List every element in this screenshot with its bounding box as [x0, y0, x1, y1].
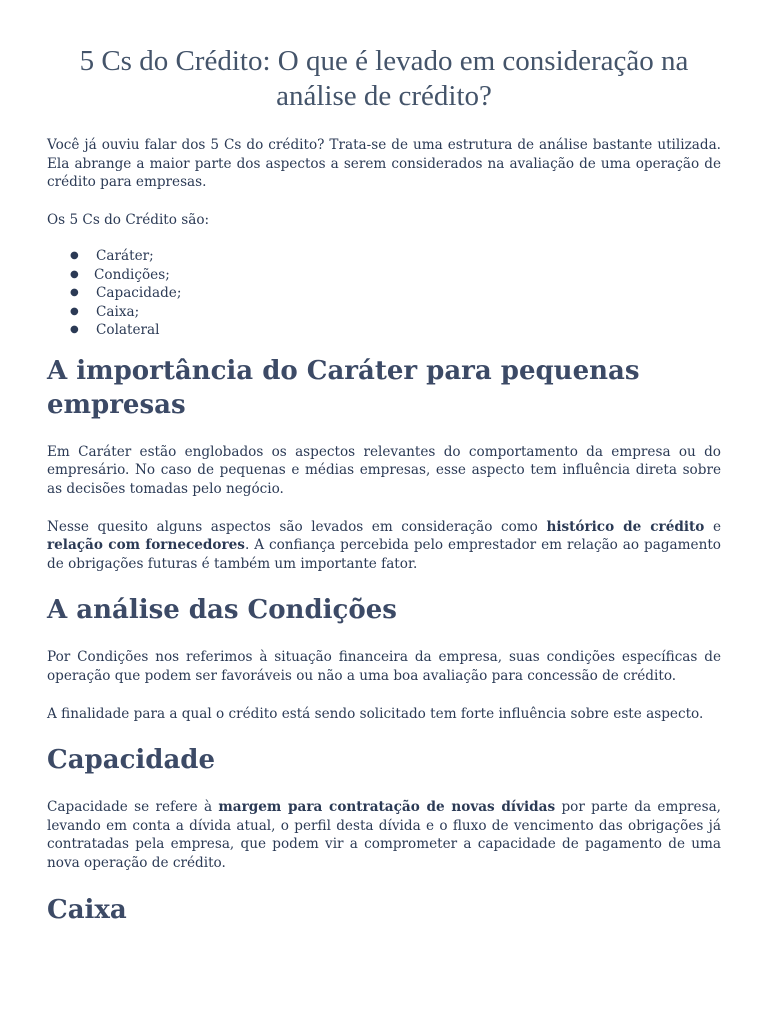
list-item-label: Condições; — [94, 266, 170, 283]
list-item-label: Colateral — [96, 322, 160, 339]
list-item — [47, 303, 721, 322]
condicoes-paragraph-2: A finalidade para a qual o crédito está sendo solicitado tem forte influência sobre este aspecto. — [47, 705, 704, 722]
intro-paragraph: Você já ouviu falar dos 5 Cs do crédito? Trata-se de uma estrutura de análise bastante utilizada. Ela abrange a maior parte dos aspectos a serem considerados na avaliação de uma operação de crédito para empresas. — [47, 137, 721, 191]
five-cs-list — [47, 247, 721, 340]
list-item — [47, 247, 721, 266]
bullet-icon: ● — [70, 287, 79, 299]
capacidade-bold-margem: margem para contratação de novas dívidas — [218, 799, 556, 816]
carater-bold-fornecedores: relação com fornecedores — [47, 537, 245, 554]
carater-paragraph-2 — [47, 518, 721, 574]
document-page — [47, 44, 721, 948]
carater-text-1: Nesse quesito alguns aspectos são levados em consideração como — [47, 518, 547, 535]
section-heading-condicoes: A análise das Condições — [47, 595, 397, 626]
section-heading-caixa: Caixa — [47, 894, 127, 925]
bullet-icon: ● — [70, 268, 79, 280]
carater-paragraph-1: Em Caráter estão englobados os aspectos relevantes do comportamento da empresa ou do empresário. No caso de pequenas e médias empresas, esse aspecto tem influência direta sobre as decisões tomadas pelo negócio. — [47, 443, 721, 498]
condicoes-paragraph-1: Por Condições nos referimos à situação financeira da empresa, suas condições específicas de operação que podem ser favoráveis ou não a uma boa avaliação para concessão de crédito. — [47, 649, 721, 685]
carater-bold-historico: histórico de crédito — [546, 518, 705, 535]
list-item-label: Capacidade; — [96, 285, 182, 302]
bullet-icon: ● — [70, 305, 79, 317]
list-item — [47, 266, 721, 285]
capacidade-paragraph-1 — [47, 798, 721, 872]
list-item-label: Caráter; — [96, 248, 154, 265]
carater-text-2: e — [704, 518, 721, 535]
capacidade-text-1: Capacidade se refere à — [47, 799, 219, 816]
list-intro-paragraph: Os 5 Cs do Crédito são: — [47, 211, 210, 228]
list-item — [47, 321, 721, 340]
bullet-icon: ● — [70, 324, 79, 336]
capacidade-text-2: por parte da empresa, levando em conta a dívida atual, o perfil desta dívida e o fluxo de vencimento das obrigações já contratadas pela empresa, que podem vir a comprometer a capacidade de pagamento de uma nova operação de crédito. — [47, 799, 721, 871]
list-item — [47, 284, 721, 303]
bullet-icon: ● — [70, 250, 79, 262]
section-heading-capacidade: Capacidade — [47, 745, 216, 776]
document-title: 5 Cs do Crédito: O que é levado em consideração na análise de crédito? — [79, 45, 689, 112]
list-item-label: Caixa; — [96, 303, 140, 320]
carater-text-3: . A confiança percebida pelo emprestador em relação ao pagamento de obrigações futuras é também um importante fator. — [47, 537, 721, 572]
section-heading-carater: A importância do Caráter para pequenas empresas — [47, 355, 640, 420]
